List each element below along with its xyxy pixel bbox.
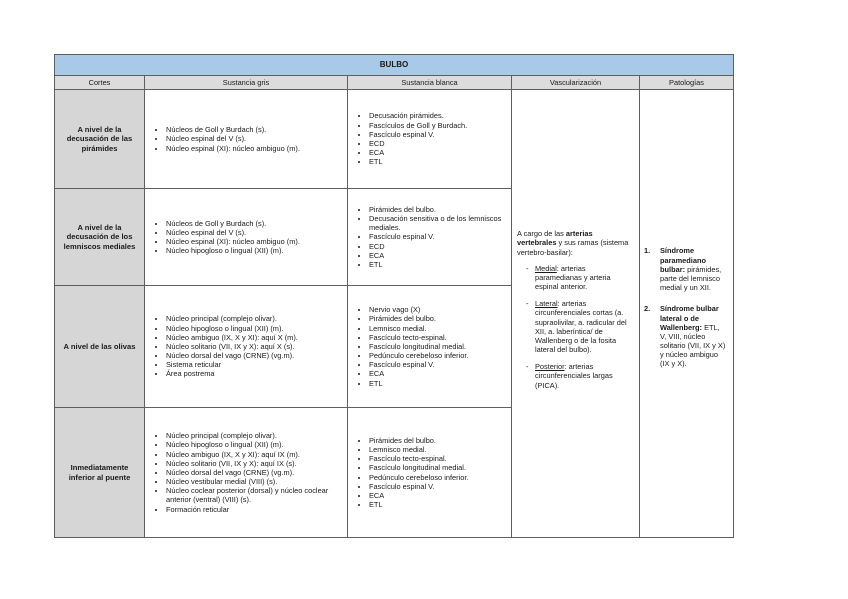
list-item: • ECD (369, 139, 507, 148)
patologia-name: Síndrome bulbar lateral o de Wallenberg: (660, 304, 719, 332)
list-item: • Fascículo tecto-espinal. (369, 454, 507, 463)
patologia-num: 2. (644, 304, 651, 314)
corte-cell: A nivel de la decusación de los lemniscos mediales (55, 189, 145, 286)
blanca-list (358, 205, 507, 269)
list-item: • Núcleo principal (complejo olivar). (166, 431, 343, 440)
vasc-item-medial (526, 264, 634, 292)
patologia-item (644, 304, 727, 368)
list-item: • Núcleo vestibular medial (VIII) (s). (166, 477, 343, 486)
list-item: • Fascículo longitudinal medial. (369, 342, 507, 351)
list-item: • Decusación sensitiva o de los lemniscos mediales. (369, 214, 507, 232)
list-item: • Núcleo hipogloso o lingual (XII) (m). (166, 246, 343, 255)
vasc-intro (517, 229, 634, 257)
bulbo-table (54, 54, 734, 538)
vasc-term: Lateral (535, 299, 558, 309)
patologias-cell (640, 90, 734, 538)
list-item: • Pirámides del bulbo. (369, 314, 507, 323)
list-item: • Núcleo espinal del V (s). (166, 228, 343, 237)
list-item: • ETL (369, 500, 507, 509)
list-item: • Núcleo solitario (VII, IX y X): aquí IX (s). (166, 459, 343, 468)
list-item: • ECD (369, 242, 507, 251)
gris-list (155, 314, 343, 378)
list-item: • Núcleos de Goll y Burdach (s). (166, 219, 343, 228)
blanca-list (358, 436, 507, 509)
list-item: • Sistema reticular (166, 360, 343, 369)
list-item: • Núcleo solitario (VII, IX y X): aquí X (s). (166, 342, 343, 351)
blanca-cell (348, 189, 512, 286)
blanca-cell (348, 286, 512, 408)
blanca-cell (348, 408, 512, 538)
vasc-item-lateral (526, 299, 634, 354)
list-item: • Fascículo espinal V. (369, 130, 507, 139)
blanca-list (358, 305, 507, 388)
list-item: • Formación reticular (166, 505, 343, 514)
blanca-list (358, 111, 507, 166)
gris-cell (145, 90, 348, 189)
table-row (55, 90, 734, 189)
list-item: • Núcleo coclear posterior (dorsal) y núcleo coclear anterior (ventral) (VIII) (s). (166, 486, 343, 504)
vasc-term: Posterior (535, 362, 565, 372)
list-item: • ECA (369, 369, 507, 378)
patologia-name: Síndrome paramediano bulbar: (660, 246, 707, 274)
vasc-desc: : arterias circunferenciales cortas (a. supraolivilar, a. radicular del XII, a. laberíntica/ de Wallenberg o de la fosita lateral del bulbo). (535, 299, 627, 355)
header-sustancia-gris: Sustancia gris (145, 76, 348, 90)
list-item: • ETL (369, 157, 507, 166)
vasc-desc: : arterias paramedianas y arteria espinal anterior. (535, 263, 611, 292)
list-item: • Núcleo principal (complejo olivar). (166, 314, 343, 323)
gris-cell (145, 286, 348, 408)
gris-cell (145, 408, 348, 538)
list-item: • ECA (369, 148, 507, 157)
vasc-intro-pre: A cargo de las (517, 229, 566, 239)
header-sustancia-blanca: Sustancia blanca (348, 76, 512, 90)
list-item: • Núcleo hipogloso o lingual (XII) (m). (166, 324, 343, 333)
header-vascularizacion: Vascularización (512, 76, 640, 90)
list-item: • Lemnisco medial. (369, 324, 507, 333)
list-item: • Pirámides del bulbo. (369, 436, 507, 445)
list-item: • Decusación pirámides. (369, 111, 507, 120)
list-item: • ETL (369, 379, 507, 388)
list-item: • Fascículo longitudinal medial. (369, 463, 507, 472)
list-item: • ETL (369, 260, 507, 269)
list-item: • Núcleo espinal (XI): núcleo ambiguo (m). (166, 144, 343, 153)
list-item: • Fascículo tecto-espinal. (369, 333, 507, 342)
list-item: • ECA (369, 251, 507, 260)
list-item: • Núcleo espinal del V (s). (166, 134, 343, 143)
list-item: • Pirámides del bulbo. (369, 205, 507, 214)
vasc-term: Medial (535, 263, 557, 273)
list-item: • Fascículo espinal V. (369, 360, 507, 369)
list-item: • Pedúnculo cerebeloso inferior. (369, 473, 507, 482)
list-item: • Fascículo espinal V. (369, 232, 507, 241)
list-item: • ECA (369, 491, 507, 500)
list-item: • Fascículos de Goll y Burdach. (369, 121, 507, 130)
list-item: • Núcleo ambiguo (IX, X y XI): aquí X (m). (166, 333, 343, 342)
vascularizacion-cell (512, 90, 640, 538)
list-item: • Área postrema (166, 369, 343, 378)
list-item: • Núcleos de Goll y Burdach (s). (166, 125, 343, 134)
vasc-intro-bold: arterias vertebrales (517, 229, 593, 248)
vasc-desc: : arterias circunferenciales largas (PICA). (535, 362, 613, 390)
list-item: • Lemnisco medial. (369, 445, 507, 454)
patologias-list (644, 246, 727, 368)
corte-cell: A nivel de la decusación de las pirámides (55, 90, 145, 189)
list-item: • Nervio vago (X) (369, 305, 507, 314)
corte-cell: Inmediatamente inferior al puente (55, 408, 145, 538)
header-cortes: Cortes (55, 76, 145, 90)
gris-list (155, 431, 343, 514)
vasc-item-posterior (526, 362, 634, 390)
list-item: • Pedúnculo cerebeloso inferior. (369, 351, 507, 360)
list-item: • Núcleo ambiguo (IX, X y XI): aquí IX (m). (166, 450, 343, 459)
table-title: BULBO (55, 55, 734, 76)
patologia-item (644, 246, 727, 292)
patologia-num: 1. (644, 246, 651, 256)
list-item: • Núcleo hipogloso o lingual (XII) (m). (166, 440, 343, 449)
gris-list (155, 219, 343, 256)
vasc-list (517, 264, 634, 390)
header-patologias: Patologías (640, 76, 734, 90)
list-item: • Núcleo espinal (XI): núcleo ambiguo (m). (166, 237, 343, 246)
gris-cell (145, 189, 348, 286)
list-item: • Fascículo espinal V. (369, 482, 507, 491)
list-item: • Núcleo dorsal del vago (CRNE) (vg.m). (166, 351, 343, 360)
gris-list (155, 125, 343, 153)
vasc-intro-post: y sus ramas (sistema vertebro-basilar): (517, 238, 629, 257)
patologia-desc: pirámides, parte del lemnisco medial y un XII. (660, 264, 722, 293)
list-item: • Núcleo dorsal del vago (CRNE) (vg.m). (166, 468, 343, 477)
blanca-cell (348, 90, 512, 189)
patologia-desc: ETL, V, VIII, núcleo solitario (VII, IX y X) y núcleo ambiguo (IX y X). (660, 322, 726, 369)
corte-cell: A nivel de las olivas (55, 286, 145, 408)
